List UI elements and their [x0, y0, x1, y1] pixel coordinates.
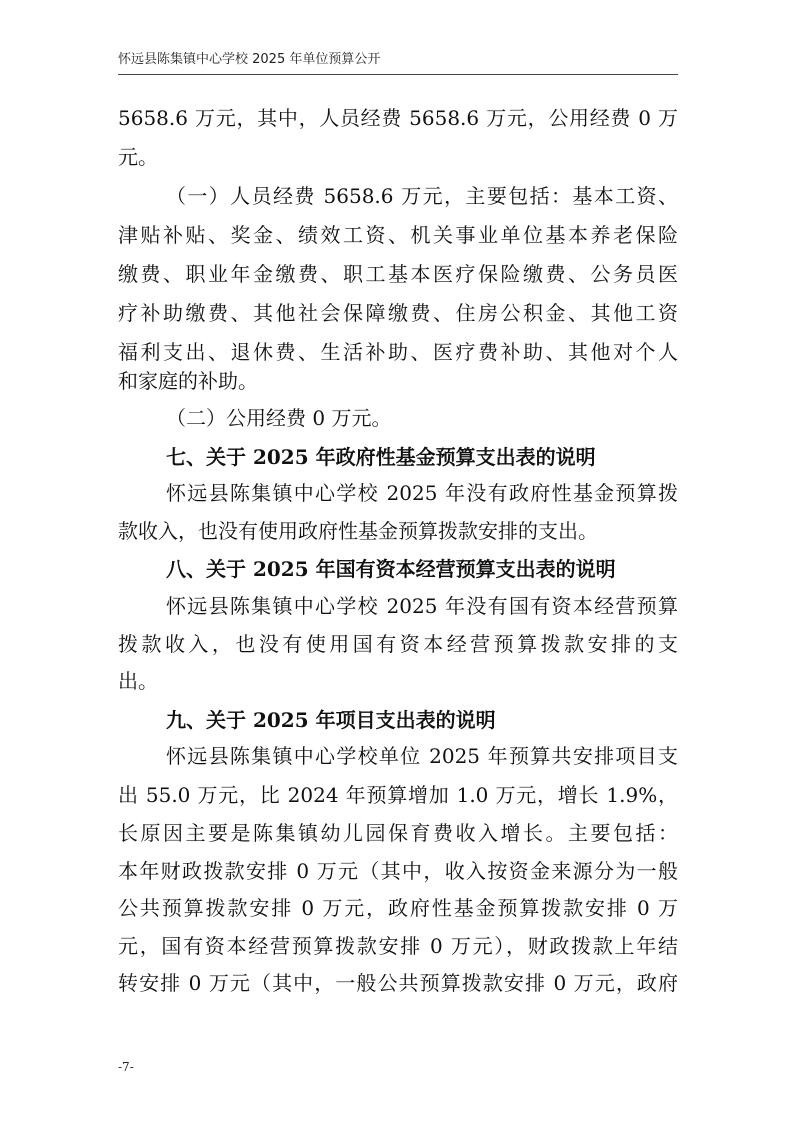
- body-line: 怀远县陈集镇中心学校 2025 年没有国有资本经营预算: [166, 594, 678, 618]
- body-line: 5658.6 万元，其中，人员经费 5658.6 万元，公用经费 0 万: [118, 106, 678, 130]
- section-heading-9: 九、关于 2025 年项目支出表的说明: [166, 708, 496, 732]
- body-line: 公共预算拨款安排 0 万元，政府性基金预算拨款安排 0 万: [118, 896, 678, 920]
- section-heading-8: 八、关于 2025 年国有资本经营预算支出表的说明: [166, 557, 616, 581]
- body-line: 疗补助缴费、其他社会保障缴费、住房公积金、其他工资: [118, 301, 678, 325]
- body-line: （一）人员经费 5658.6 万元，主要包括：基本工资、: [166, 184, 678, 208]
- section-heading-7: 七、关于 2025 年政府性基金预算支出表的说明: [166, 445, 596, 469]
- page-number: -7-: [118, 1060, 134, 1074]
- body-line: 和家庭的补助。: [118, 369, 258, 393]
- body-line: 怀远县陈集镇中心学校单位 2025 年预算共安排项目支: [166, 744, 678, 768]
- body-line: 缴费、职业年金缴费、职工基本医疗保险缴费、公务员医: [118, 262, 678, 286]
- body-line: 元。: [118, 145, 158, 169]
- header-divider: [118, 74, 678, 75]
- body-line: 拨款收入，也没有使用国有资本经营预算拨款安排的支: [118, 632, 678, 656]
- body-line: 本年财政拨款安排 0 万元（其中，收入按资金来源分为一般: [118, 859, 678, 883]
- body-line: （二）公用经费 0 万元。: [166, 406, 392, 430]
- body-line: 出 55.0 万元，比 2024 年预算增加 1.0 万元，增长 1.9%，: [118, 783, 678, 807]
- body-line: 款收入，也没有使用政府性基金预算拨款安排的支出。: [118, 519, 598, 543]
- body-line: 怀远县陈集镇中心学校 2025 年没有政府性基金预算拨: [166, 481, 678, 505]
- body-line: 津贴补贴、奖金、绩效工资、机关事业单位基本养老保险: [118, 223, 678, 247]
- body-line: 长原因主要是陈集镇幼儿园保育费收入增长。主要包括：: [118, 821, 678, 845]
- page-header: 怀远县陈集镇中心学校 2025 年单位预算公开: [118, 52, 381, 67]
- body-line: 出。: [118, 669, 158, 693]
- body-line: 元，国有资本经营预算拨款安排 0 万元），财政拨款上年结: [118, 934, 678, 958]
- body-line: 福利支出、退休费、生活补助、医疗费补助、其他对个人: [118, 340, 678, 364]
- body-line: 转安排 0 万元（其中，一般公共预算拨款安排 0 万元，政府: [118, 971, 678, 995]
